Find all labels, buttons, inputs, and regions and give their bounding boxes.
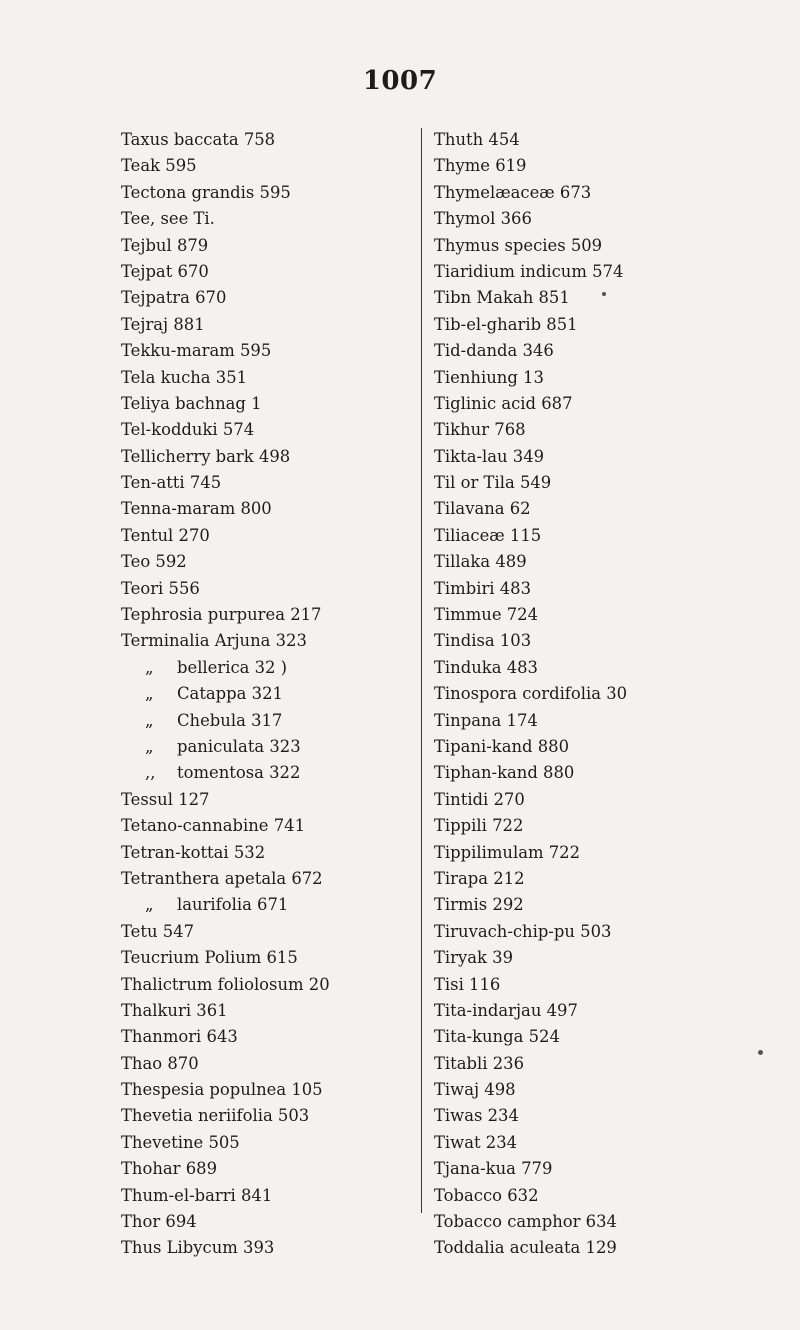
index-entry: Tippili 722 bbox=[434, 816, 524, 836]
ditto-mark: „ bbox=[145, 895, 154, 915]
index-entry: Teliya bachnag 1 bbox=[121, 393, 262, 413]
index-entry: Tellicherry bark 498 bbox=[121, 446, 291, 466]
index-entry: Thor 694 bbox=[121, 1212, 197, 1232]
index-entry: Timmue 724 bbox=[434, 605, 539, 625]
index-entry: Tipani-kand 880 bbox=[434, 736, 570, 756]
index-entry: Tita-kunga 524 bbox=[434, 1027, 560, 1047]
index-entry: Tejpat 670 bbox=[121, 261, 209, 281]
index-entry: Thespesia populnea 105 bbox=[121, 1080, 323, 1100]
index-entry: Tephrosia purpurea 217 bbox=[121, 605, 322, 625]
ditto-mark: „ bbox=[145, 710, 154, 730]
index-entry bbox=[121, 892, 421, 918]
index-entry: Tiglinic acid 687 bbox=[434, 393, 573, 413]
index-entry: Thevetia neriifolia 503 bbox=[121, 1106, 310, 1126]
index-entry: Tindisa 103 bbox=[434, 631, 532, 651]
index-entry: Tejraj 881 bbox=[121, 314, 205, 334]
index-entry: Teucrium Polium 615 bbox=[121, 948, 298, 968]
index-entry-text: Chebula 317 bbox=[177, 710, 283, 730]
index-column-right bbox=[434, 127, 754, 1262]
index-entry: Tenna-maram 800 bbox=[121, 499, 272, 519]
index-entry: Tibn Makah 851 bbox=[434, 288, 570, 308]
index-entry: Tib-el-gharib 851 bbox=[434, 314, 578, 334]
index-entry: Thanmori 643 bbox=[121, 1027, 238, 1047]
index-entry: Tiaridium indicum 574 bbox=[434, 261, 624, 281]
index-entry: Tiphan-kand 880 bbox=[434, 763, 575, 783]
index-entry: Tinduka 483 bbox=[434, 657, 538, 677]
index-entry: Tirapa 212 bbox=[434, 868, 525, 888]
ditto-mark: „ bbox=[145, 736, 154, 756]
index-entry: Tiruvach-chip-pu 503 bbox=[434, 921, 612, 941]
index-entry: Tiliaceæ 115 bbox=[434, 525, 542, 545]
index-entry: Tiwas 234 bbox=[434, 1106, 519, 1126]
index-entry: Tejpatra 670 bbox=[121, 288, 227, 308]
index-entry: Tinospora cordifolia 30 bbox=[434, 684, 628, 704]
ditto-mark: „ bbox=[145, 657, 154, 677]
index-entry: Tel-kodduki 574 bbox=[121, 420, 255, 440]
index-entry: Thymelæaceæ 673 bbox=[434, 182, 592, 202]
index-entry: Tjana-kua 779 bbox=[434, 1159, 553, 1179]
index-entry: Tela kucha 351 bbox=[121, 367, 248, 387]
ditto-mark: ,, bbox=[145, 763, 156, 783]
index-entry: Tessul 127 bbox=[121, 789, 210, 809]
index-entry: Tobacco 632 bbox=[434, 1185, 539, 1205]
index-entry: Toddalia aculeata 129 bbox=[434, 1238, 617, 1258]
index-entry: Teo 592 bbox=[121, 552, 187, 572]
index-entry: Tikta-lau 349 bbox=[434, 446, 545, 466]
index-entry: Tetu 547 bbox=[121, 921, 194, 941]
index-entry: Tee, see Ti. bbox=[121, 209, 215, 229]
index-entry: Teak 595 bbox=[121, 156, 197, 176]
index-entry: Tiwaj 498 bbox=[434, 1080, 516, 1100]
index-entry: Tinpana 174 bbox=[434, 710, 538, 730]
index-entry: Thalictrum foliolosum 20 bbox=[121, 974, 330, 994]
ink-speck bbox=[758, 1050, 763, 1055]
index-entry: Tintidi 270 bbox=[434, 789, 525, 809]
index-entry: Thyme 619 bbox=[434, 156, 527, 176]
index-entry bbox=[121, 708, 421, 734]
index-entry: Teori 556 bbox=[121, 578, 200, 598]
ditto-mark: „ bbox=[145, 684, 154, 704]
index-entry: Tetranthera apetala 672 bbox=[121, 868, 323, 888]
index-entry-text: paniculata 323 bbox=[177, 736, 301, 756]
index-entry: Tienhiung 13 bbox=[434, 367, 544, 387]
index-entry bbox=[121, 760, 421, 786]
index-entry: Tillaka 489 bbox=[434, 552, 527, 572]
page-number: 1007 bbox=[362, 66, 438, 96]
index-entry: Timbiri 483 bbox=[434, 578, 532, 598]
index-entry: Terminalia Arjuna 323 bbox=[121, 631, 307, 651]
column-divider bbox=[421, 128, 422, 1213]
index-entry: Taxus baccata 758 bbox=[121, 130, 276, 149]
index-entry: Thum-el-barri 841 bbox=[121, 1185, 273, 1205]
index-entry: Til or Tila 549 bbox=[434, 473, 552, 493]
index-entry: Ten-atti 745 bbox=[121, 473, 222, 493]
index-entry: Thymus species 509 bbox=[434, 235, 603, 255]
index-entry bbox=[121, 655, 421, 681]
index-entry: Tippilimulam 722 bbox=[434, 842, 581, 862]
index-entry: Tetran-kottai 532 bbox=[121, 842, 266, 862]
index-entry: Thymol 366 bbox=[434, 209, 532, 229]
index-entry: Tisi 116 bbox=[434, 974, 501, 994]
index-entry-text: laurifolia 671 bbox=[177, 895, 289, 915]
index-entry: Thalkuri 361 bbox=[121, 1000, 228, 1020]
index-entry: Tejbul 879 bbox=[121, 235, 209, 255]
index-entry: Thuth 454 bbox=[434, 130, 520, 149]
index-entry: Tobacco camphor 634 bbox=[434, 1212, 617, 1232]
index-entry: Tentul 270 bbox=[121, 525, 210, 545]
index-entry: Thevetine 505 bbox=[121, 1132, 240, 1152]
index-entry: Titabli 236 bbox=[434, 1053, 525, 1073]
index-entry: Thus Libycum 393 bbox=[121, 1238, 275, 1258]
ink-speck bbox=[602, 292, 606, 296]
index-entry: Tekku-maram 595 bbox=[121, 341, 272, 361]
index-entry: Tiwat 234 bbox=[434, 1132, 518, 1152]
index-entry-text: bellerica 32 ) bbox=[177, 657, 288, 677]
index-entry: Tetano-cannabine 741 bbox=[121, 816, 306, 836]
index-entry: Tid-danda 346 bbox=[434, 341, 554, 361]
index-entry: Tirmis 292 bbox=[434, 895, 524, 915]
index-entry: Tectona grandis 595 bbox=[121, 182, 291, 202]
index-entry-text: tomentosa 322 bbox=[177, 763, 301, 783]
index-entry: Tilavana 62 bbox=[434, 499, 531, 519]
index-entry bbox=[121, 681, 421, 707]
index-entry bbox=[121, 734, 421, 760]
index-entry: Tiryak 39 bbox=[434, 948, 514, 968]
index-entry: Tita-indarjau 497 bbox=[434, 1000, 578, 1020]
index-entry: Tikhur 768 bbox=[434, 420, 526, 440]
index-entry: Thohar 689 bbox=[121, 1159, 218, 1179]
index-entry: Thao 870 bbox=[121, 1053, 199, 1073]
index-entry-text: Catappa 321 bbox=[177, 684, 283, 704]
index-column-left bbox=[121, 127, 421, 1262]
